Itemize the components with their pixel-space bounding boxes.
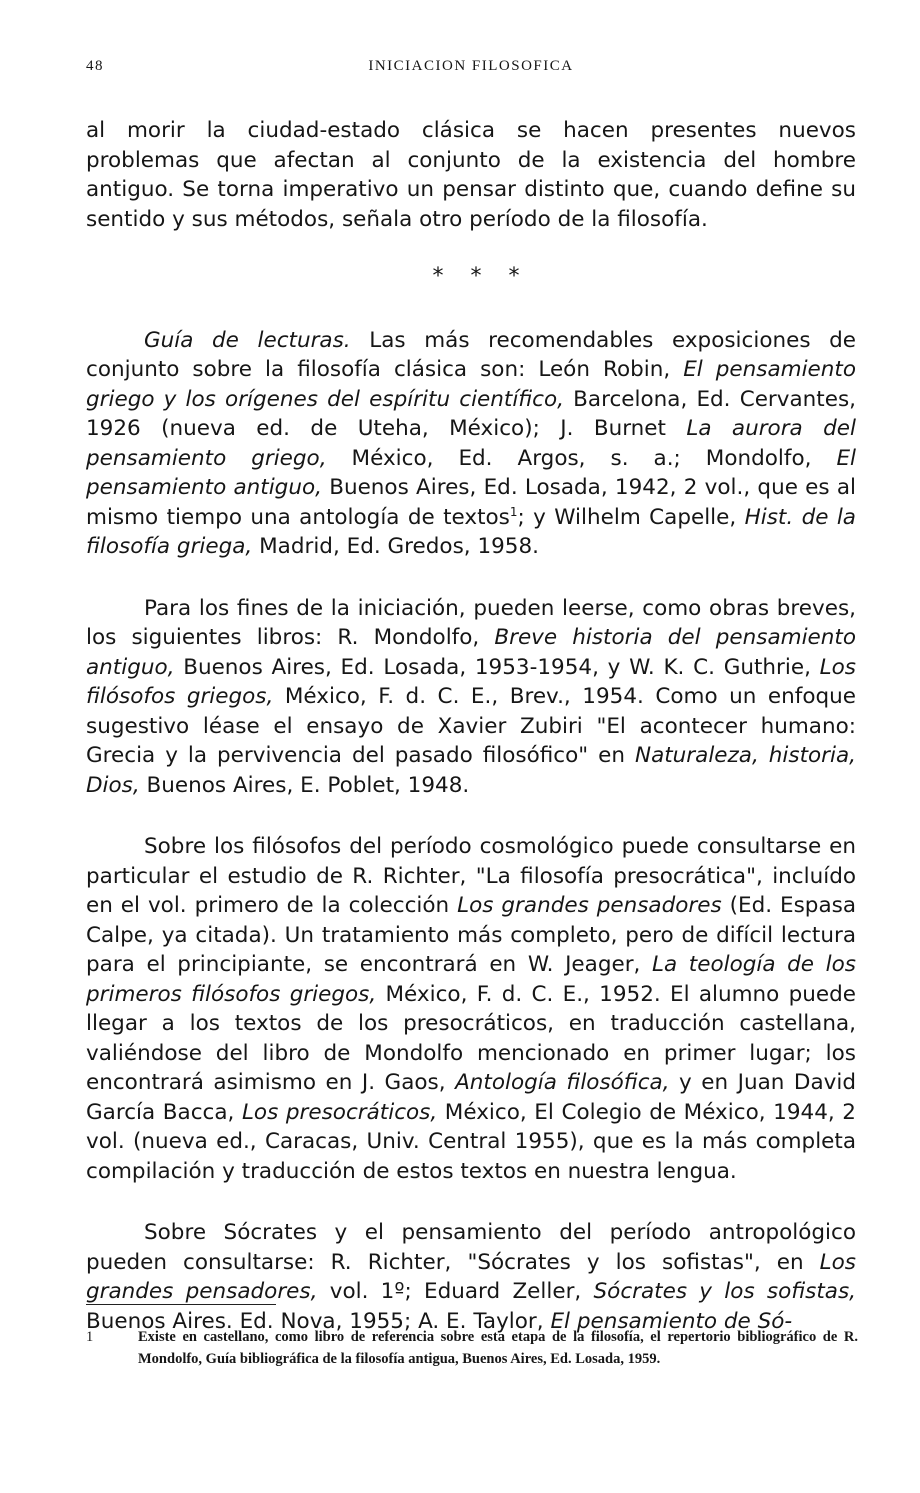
paragraph-cosmological: Sobre los filósofos del período cosmológico puede consultarse en particular el estudio de R. Richter, "La filosofía presocrática", incluído en el vol. primero de la colección Los grandes pensadores (Ed. Espasa Calpe, ya citada). Un tratamiento más completo, pero de difícil lectura para el principiante, se encontrará en W. Jeager, La teología de los primeros filósofos griegos, México, F. d. C. E., 1952. El alumno puede llegar a los textos de los presocráticos, en traducción castellana, valiéndose del libro de Mondolfo mencionado en primer lugar; los encontrará asimismo en J. Gaos, Antología filosófica, y en Juan David García Bacca, Los presocráticos, México, El Colegio de México, 1944, 2 vol. (nueva ed., Caracas, Univ. Central 1955), que es la más completa compilación y traducción de estos textos en nuestra lengua. [86,834,857,1184]
footnote-text: Existe en castellano, como libro de referencia sobre esta etapa de la filosofía, el repertorio bibliográfico de R. Mondolfo, Guía bibliográfica de la filosofía antigua, Buenos Aires, Ed. Losada, 1959. [138,1329,858,1367]
footnote-divider [86,1304,276,1305]
paragraph-reading-guide: Guía de lecturas. Las más recomendables exposiciones de conjunto sobre la filosofía clásica son: León Robin, El pensamiento griego y los orígenes del espíritu científico, Barcelona, Ed. Cervantes, 1926 (nueva ed. de Uteha, México); J. Burnet La aurora del pensamiento griego, México, Ed. Argos, s. a.; Mondolfo, El pensamiento antiguo, Buenos Aires, Ed. Losada, 1942, 2 vol., que es al mismo tiempo una antología de textos$^1$; y Wilhelm Capelle, Hist. de la filosofía griega, Madrid, Ed. Gredos, 1958. [86,327,857,559]
paragraph-anthropological: Sobre Sócrates y el pensamiento del período antropológico pueden consultarse: R. Richter, "Sócrates y los sofistas", en Los grandes pensadores, vol. 1º; Eduard Zeller, Sócrates y los sofistas, Buenos Aires. Ed. Nova, 1955; A. E. Taylor, El pensamiento de Só- [86,1220,857,1334]
footnote-ref: 1 [509,504,518,519]
page-header [86,58,856,80]
body-text [86,116,856,1336]
page-number: 48 [86,58,104,74]
footnote-number: 1 [86,1329,94,1345]
paragraph-continuation: al morir la ciudad-estado clásica se hacen presentes nuevos problemas que afectan al conjunto de la existencia del hombre antiguo. Se torna imperativo un pensar distinto que, cuando define su sentido y sus métodos, señala otro período de la filosofía. [86,118,856,232]
section-separator: * * * [432,264,530,289]
running-title: INICIACION FILOSOFICA [368,58,574,74]
paragraph-initiation: Para los fines de la iniciación, pueden leerse, como obras breves, los siguientes libros: R. Mondolfo, Breve historia del pensamiento antiguo, Buenos Aires, Ed. Losada, 1953-1954, y W. K. C. Guthrie, Los filósofos griegos, México, F. d. C. E., Brev., 1954. Como un enfoque sugestivo léase el ensayo de Xavier Zubiri "El acontecer humano: Grecia y la pervivencia del pasado filosófico" en Naturaleza, historia, Dios, Buenos Aires, E. Poblet, 1948. [86,595,856,798]
footnote [86,1326,858,1370]
